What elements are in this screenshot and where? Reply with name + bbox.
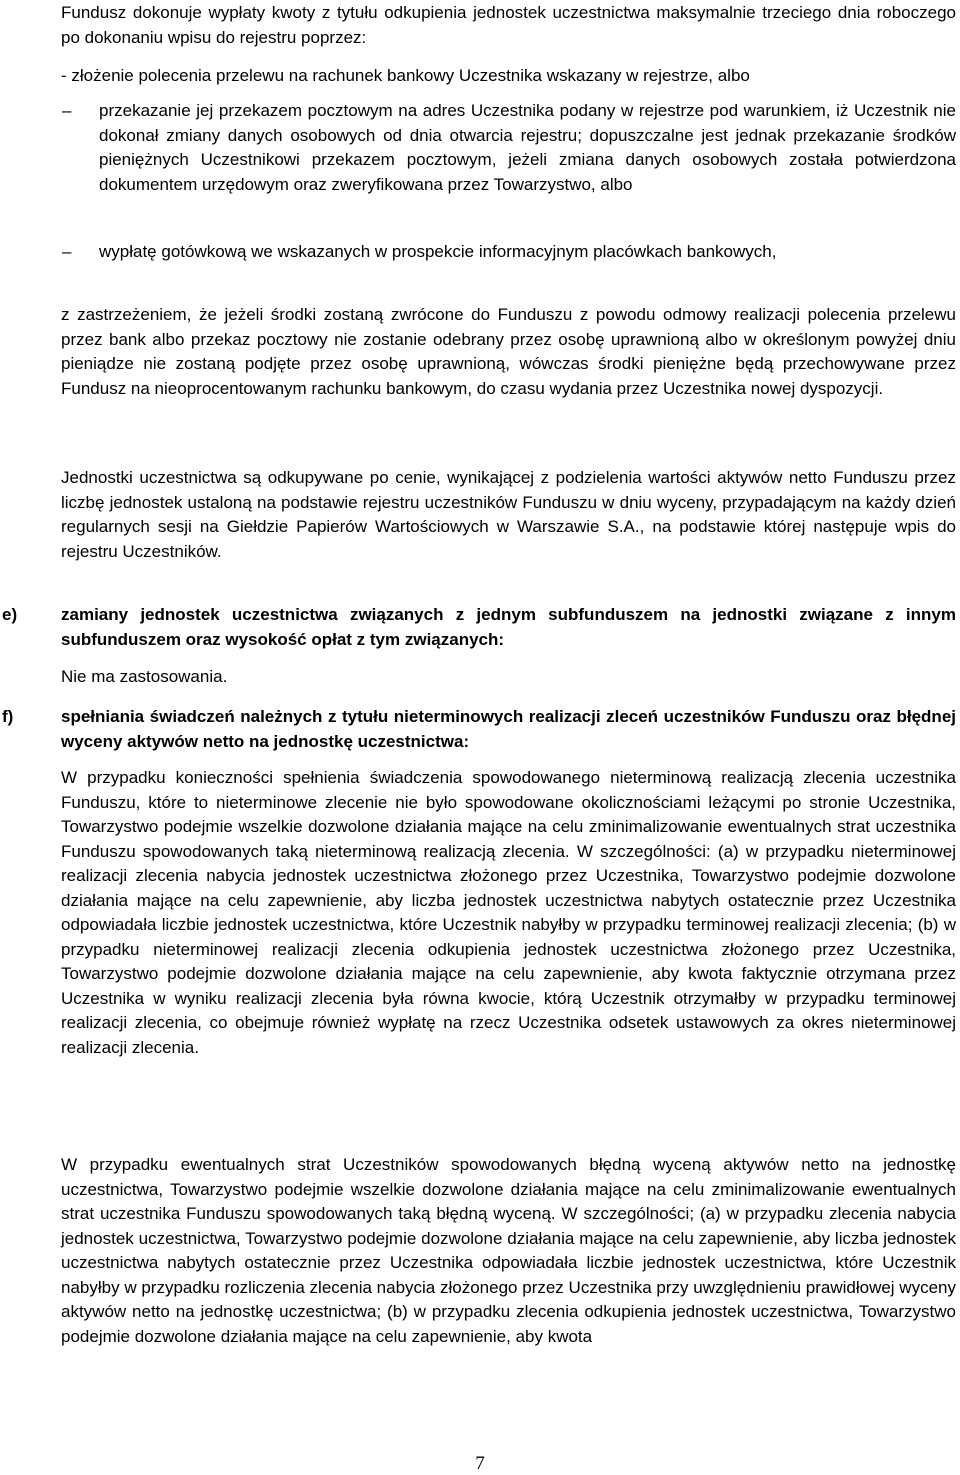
section-f-paragraph-2: W przypadku ewentualnych strat Uczestników spowodowanych błędną wyceną aktywów netto na jednostkę uczestnictwa, Towarzystwo podejmie wszelkie dozwolone działania mające na celu zminimalizowanie ewentualnych strat uczestnika Funduszu spowodowanych taką błędną wyceną. W szczególności; (a) w przypadku zlecenia nabycia jednostek uczestnictwa, Towarzystwo podejmie dozwolone działania mające na celu zapewnienie, aby liczba jednostek uczestnictwa nabytych ostatecznie przez Uczestnika odpowiadała liczbie jednostek uczestnictwa, które Uczestnik nabyłby w przypadku rozliczenia zlecenia nabycia złożonego przez Uczestnika przy uwzględnieniu prawidłowej wyceny aktywów netto na jednostkę uczestnictwa; (b) w przypadku zlecenia odkupienia jednostek uczestnictwa, Towarzystwo podejmie dozwolone działania mające na celu zapewnienie, aby kwota [61, 1155, 956, 1346]
section-f-paragraph-1: W przypadku konieczności spełnienia świadczenia spowodowanego nieterminową realizacją zlecenia uczestnika Funduszu, które to nieterminowe zlecenie nie było spowodowane okolicznościami leżącymi po stronie Uczestnika, Towarzystwo podejmie wszelkie dozwolone działania mające na celu zminimalizowanie ewentualnych strat uczestnika Funduszu spowodowanych taką nieterminową realizacją zlecenia. W szczególności: (a) w przypadku nieterminowej realizacji zlecenia nabycia jednostek uczestnictwa złożonego przez Uczestnika, Towarzystwo podejmie dozwolone działania mające na celu zapewnienie, aby liczba jednostek uczestnictwa nabytych ostatecznie przez Uczestnika odpowiadała liczbie jednostek uczestnictwa, które Uczestnik nabyłby w przypadku terminowej realizacji zlecenia; (b) w przypadku nieterminowej realizacji zlecenia odkupienia jednostek uczestnictwa złożonego przez Uczestnika, Towarzystwo podejmie dozwolone działania mające na celu zapewnienie, aby kwota faktycznie otrzymana przez Uczestnika w wyniku realizacji zlecenia była równa kwocie, którą Uczestnik otrzymałby w przypadku terminowej realizacji zlecenia, co obejmuje również wypłatę na rzecz Uczestnika odsetek ustawowych za okres nieterminowej realizacji zlecenia. [61, 768, 956, 1057]
transfer-bullet: - złożenie polecenia przelewu na rachunek bankowy Uczestnika wskazany w rejestrze, albo [61, 66, 750, 85]
units-pricing-paragraph: Jednostki uczestnictwa są odkupywane po cenie, wynikającej z podzielenia wartości aktywów netto Funduszu przez liczbę jednostek ustaloną na podstawie rejestru uczestników Funduszu w dniu wyceny, przypadającym na każdy dzień regularnych sesji na Giełdzie Papierów Wartościowych w Warszawie S.A., na podstawie której następuje wpis do rejestru Uczestników. [61, 468, 956, 561]
section-label-e: e) [2, 605, 18, 624]
dash-marker: – [62, 242, 72, 261]
intro-paragraph: Fundusz dokonuje wypłaty kwoty z tytułu odkupienia jednostek uczestnictwa maksymalnie trzeciego dnia roboczego po dokonaniu wpisu do rejestru poprzez: [61, 3, 956, 47]
list-item [62, 240, 956, 265]
section-heading-e: zamiany jednostek uczestnictwa związanych z jednym subfunduszem na jednostki związane z innym subfunduszem oraz wysokość opłat z tym związanych: [61, 605, 956, 649]
list-item-text: przekazanie jej przekazem pocztowym na adres Uczestnika podany w rejestrze pod warunkiem, iż Uczestnik nie dokonał zmiany danych osobowych od dnia otwarcia rejestru; dopuszczalne jest jednak przekazanie środków pieniężnych Uczestnikowi przekazem pocztowym, jeżeli zmiana danych osobowych została potwierdzona dokumentem urzędowym oraz zweryfikowana przez Towarzystwo, albo [99, 101, 956, 194]
page-number: 7 [475, 1453, 485, 1474]
list-item [62, 99, 956, 197]
section-e-body: Nie ma zastosowania. [61, 667, 228, 686]
dash-marker: – [62, 101, 72, 120]
list-item-text: wypłatę gotówkową we wskazanych w prospekcie informacyjnym placówkach bankowych, [99, 242, 777, 261]
section-heading-f: spełniania świadczeń należnych z tytułu nieterminowych realizacji zleceń uczestników Funduszu oraz błędnej wyceny aktywów netto na jednostkę uczestnictwa: [61, 707, 956, 751]
reservation-paragraph: z zastrzeżeniem, że jeżeli środki zostaną zwrócone do Funduszu z powodu odmowy realizacji polecenia przelewu przez bank albo przekaz pocztowy nie zostanie odebrany przez osobę uprawnioną albo w określonym powyżej dniu pieniądze nie zostaną podjęte przez osobę uprawnioną, wówczas środki pieniężne będą przechowywane przez Fundusz na nieoprocentowanym rachunku bankowym, do czasu wydania przez Uczestnika nowej dyspozycji. [61, 305, 956, 398]
section-label-f: f) [2, 707, 14, 726]
